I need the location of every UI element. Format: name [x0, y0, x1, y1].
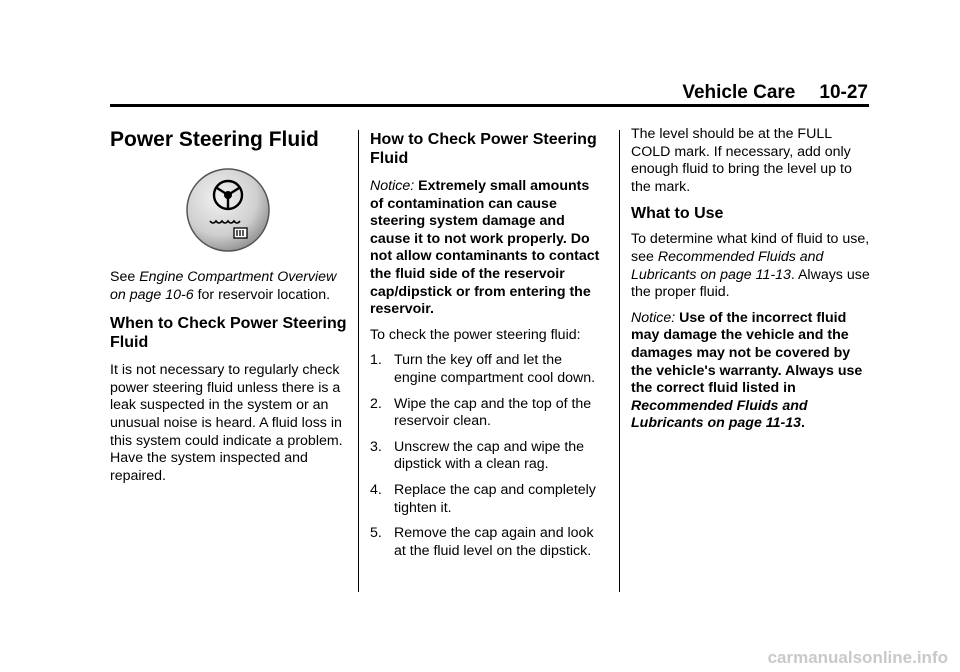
watermark: carmanualsonline.info	[767, 648, 948, 667]
list-item	[370, 439, 606, 474]
column-divider	[619, 130, 620, 592]
step-number: 1.	[370, 352, 382, 369]
step-text: Wipe the cap and the top of the reservoir clean.	[394, 395, 592, 430]
step-number: 5.	[370, 525, 382, 542]
what-to-use-heading: What to Use	[631, 205, 724, 223]
notice-paragraph	[631, 310, 871, 433]
notice-text: Extremely small amounts of contamination can cause steering system damage and cause it to not work properly. Do not allow contaminants to contact the fluid side of the reservoir cap/dipstick or from entering the reservoir.	[370, 178, 600, 318]
header-rule	[110, 104, 869, 107]
see-reference	[110, 269, 348, 304]
list-item	[370, 396, 606, 431]
what-suffix: . Always use the proper fluid.	[631, 266, 870, 301]
step-text: Turn the key off and let the engine compartment cool down.	[394, 352, 596, 386]
step-number: 2.	[370, 395, 382, 412]
step-text: Unscrew the cap and wipe the dipstick with a clean rag.	[394, 438, 585, 473]
page-header	[110, 82, 868, 104]
column-1	[110, 118, 348, 485]
list-item	[370, 352, 606, 387]
check-steps-list	[370, 352, 606, 560]
how-to-check-heading: How to Check Power Steering Fluid	[370, 131, 597, 167]
engine-compartment-link[interactable]: Engine Compartment Overview on page 10-6	[110, 269, 337, 303]
column-3	[631, 118, 871, 433]
check-intro: To check the power steering fluid:	[370, 326, 581, 343]
recommended-fluids-link[interactable]: Recommended Fluids and Lubricants on page 11-13	[631, 397, 808, 432]
list-item	[370, 482, 606, 517]
column-divider	[358, 130, 359, 592]
page-number: 10-27	[819, 82, 868, 103]
column-2	[370, 118, 606, 560]
list-item	[370, 525, 606, 560]
section-heading: Power Steering Fluid	[110, 128, 319, 151]
when-to-check-heading: When to Check Power Steering Fluid	[110, 315, 347, 352]
notice-end: .	[801, 415, 805, 432]
notice-paragraph	[370, 178, 606, 319]
see-prefix: See	[110, 269, 140, 285]
what-prefix: To determine what kind of fluid to use, see	[631, 231, 870, 265]
power-steering-fluid-icon	[110, 167, 348, 259]
notice-label: Notice:	[370, 178, 415, 194]
when-to-check-body: It is not necessary to regularly check power steering fluid unless there is a leak suspected in the system or an unusual noise is heard. A fluid loss in this system could indicate a problem. Have the system inspected and repaired.	[110, 362, 343, 484]
step-number: 4.	[370, 481, 382, 498]
step-text: Replace the cap and completely tighten it.	[394, 481, 596, 516]
step-text: Remove the cap again and look at the fluid level on the dipstick.	[394, 525, 594, 559]
step-number: 3.	[370, 438, 382, 455]
see-suffix: for reservoir location.	[193, 286, 331, 303]
what-to-use-body	[631, 231, 871, 301]
notice-label: Notice:	[631, 309, 676, 326]
recommended-fluids-link[interactable]: Recommended Fluids and Lubricants on page 11-13	[631, 248, 824, 283]
section-title: Vehicle Care	[682, 82, 796, 103]
notice-text: Use of the incorrect fluid may damage the vehicle and the damages may not be covered by the vehicle's warranty. Always use the correct fluid listed in	[631, 309, 863, 397]
level-paragraph: The level should be at the FULL COLD mark. If necessary, add only enough fluid to bring the level up to the mark.	[631, 126, 852, 195]
